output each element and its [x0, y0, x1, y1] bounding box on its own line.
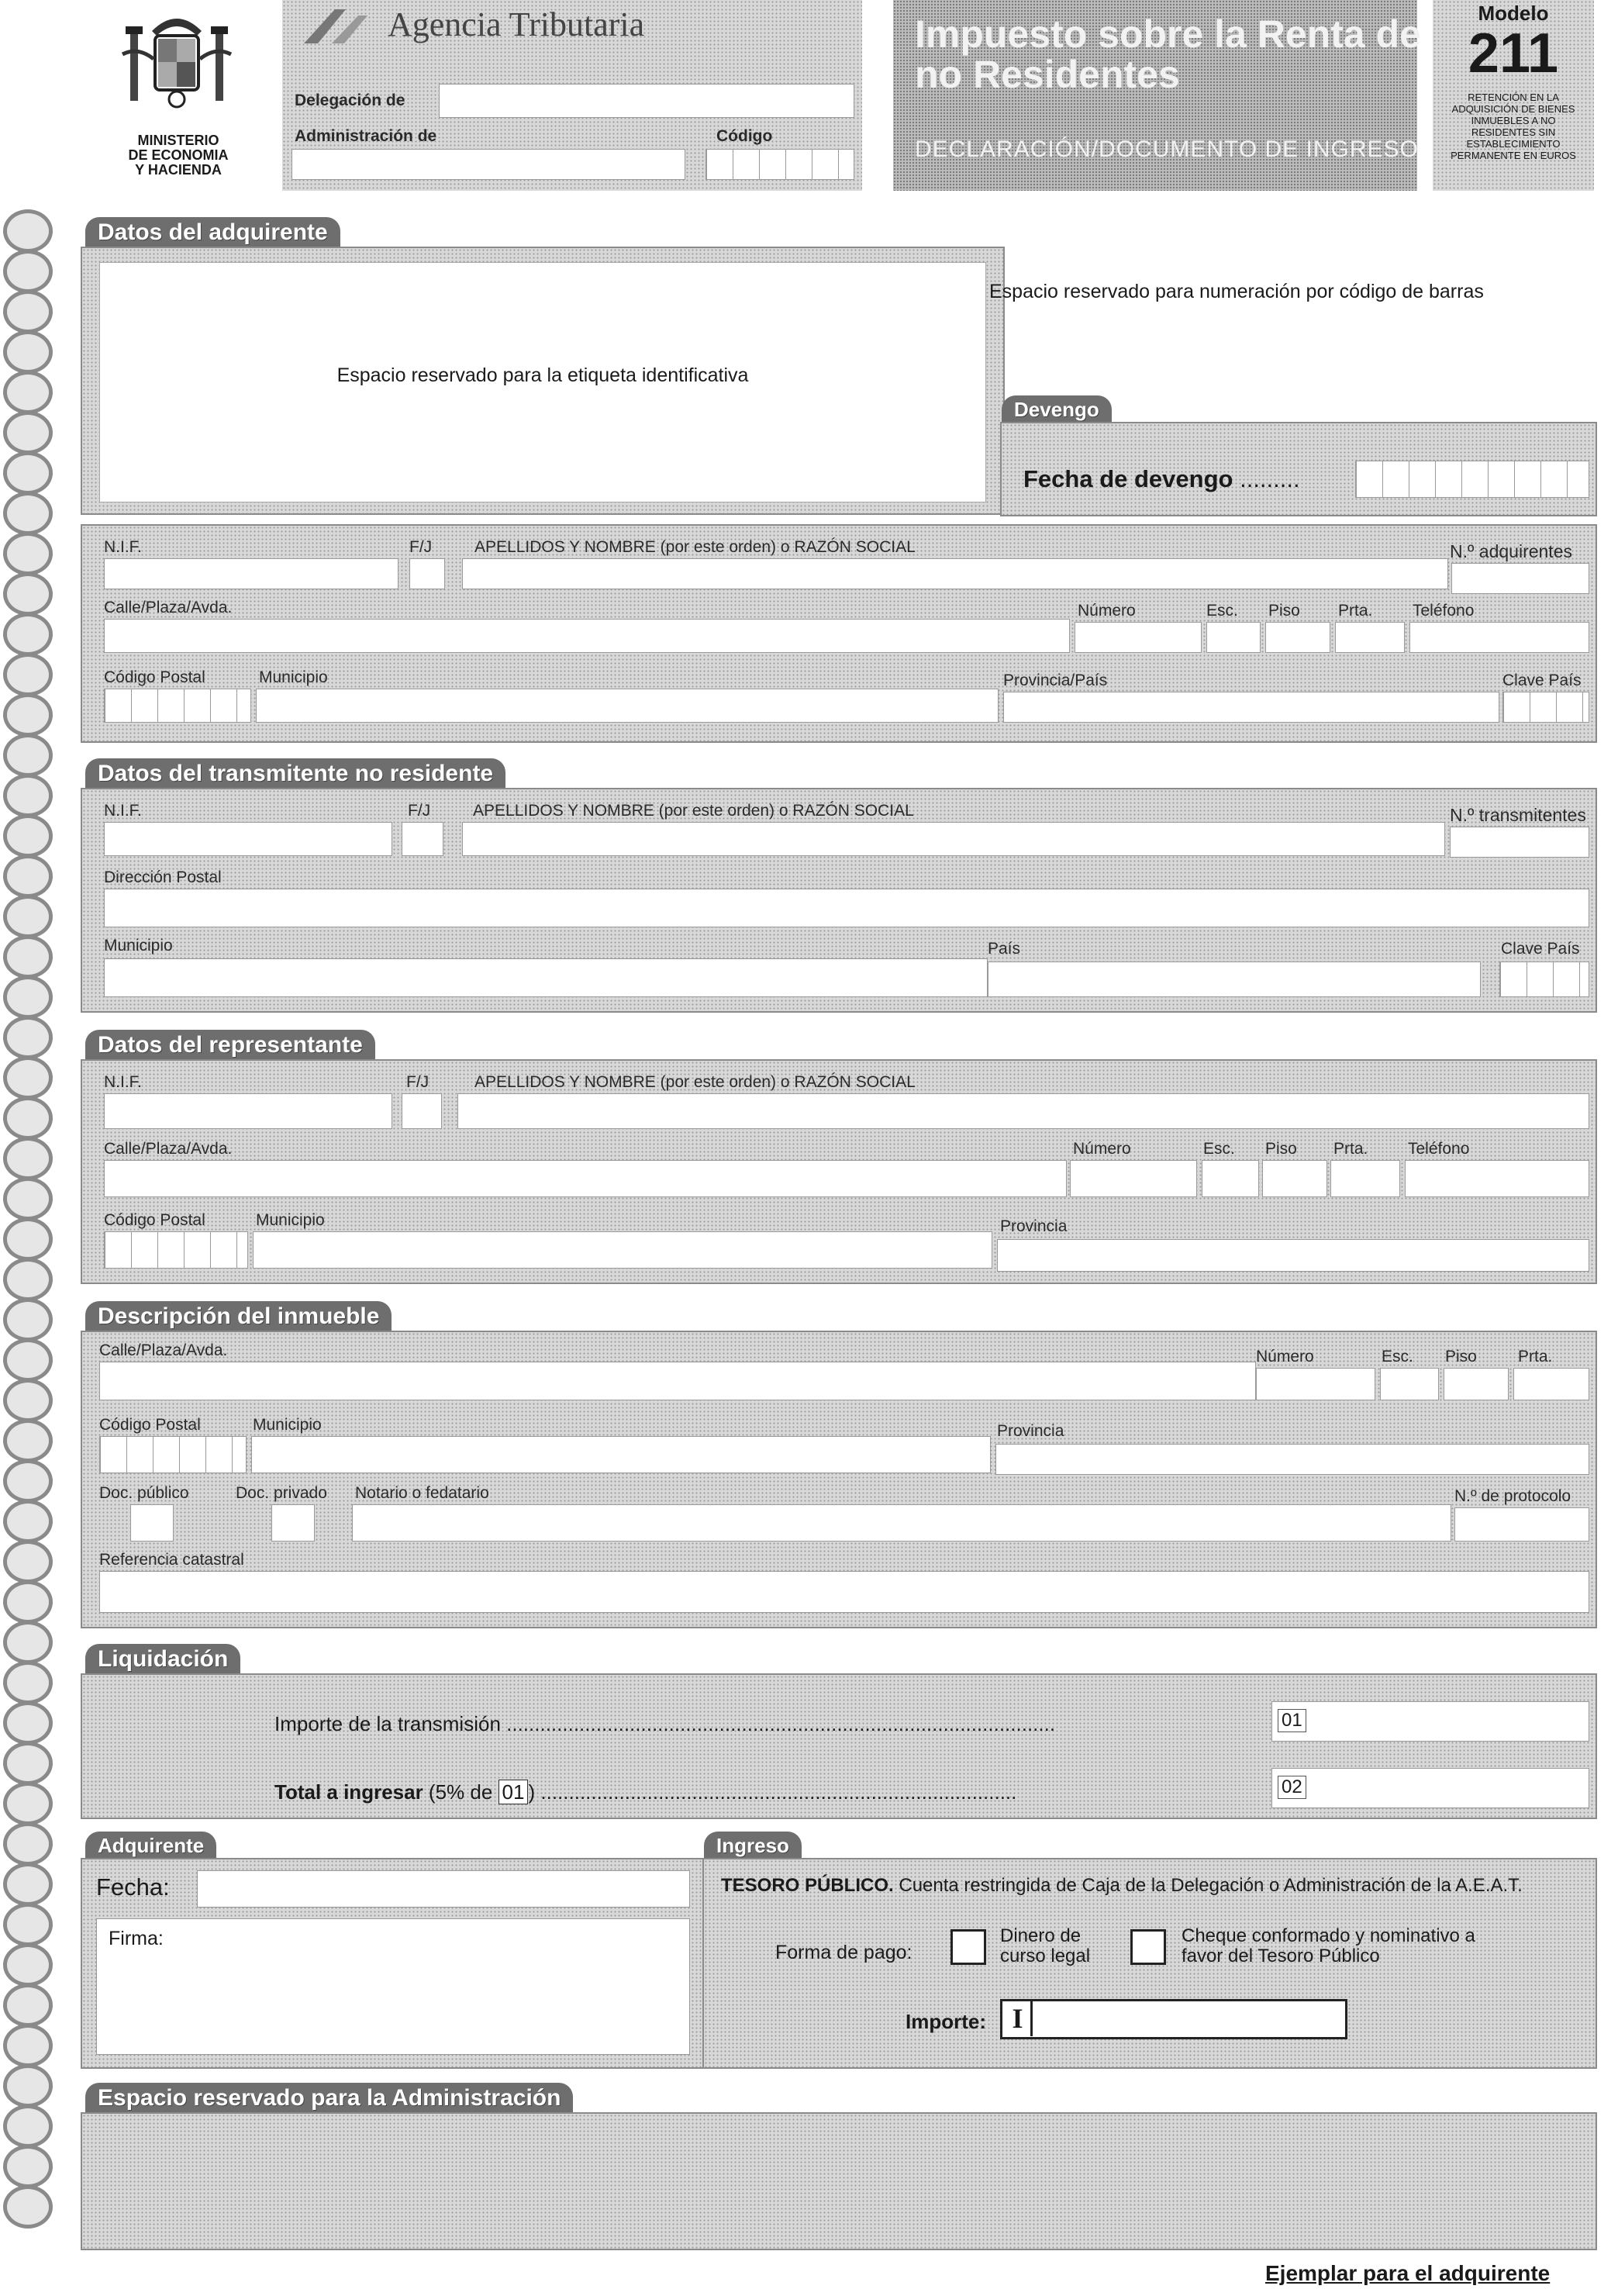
euro-coin-icon — [3, 613, 53, 656]
tesoro-bold: TESORO PÚBLICO. — [721, 1875, 894, 1896]
euro-coin-icon — [3, 1379, 53, 1422]
forma-pago-label: Forma de pago: — [775, 1942, 912, 1963]
euro-coin-icon — [3, 1984, 53, 2027]
nif-label: N.I.F. — [104, 802, 143, 820]
fecha-devengo-field[interactable] — [1355, 461, 1589, 498]
delegacion-field[interactable] — [439, 84, 854, 118]
adquirente-numero-field[interactable] — [1075, 622, 1202, 653]
representante-cp-field[interactable] — [104, 1231, 248, 1269]
doc-publico-checkbox[interactable] — [130, 1504, 174, 1542]
euro-coin-icon — [3, 572, 53, 616]
form-subtitle: DECLARACIÓN/DOCUMENTO DE INGRESO — [915, 136, 1419, 162]
street-label: Calle/Plaza/Avda. — [104, 1140, 233, 1158]
barcode-space-text: Espacio reservado para numeración por código de barras — [989, 281, 1484, 302]
euro-coin-icon — [3, 895, 53, 938]
leader-dots: .................................................................................................. — [506, 1712, 1056, 1735]
euro-coin-icon — [3, 1621, 53, 1664]
representante-street-field[interactable] — [104, 1160, 1067, 1197]
representante-provincia-field[interactable] — [997, 1239, 1589, 1272]
importe-ingreso-label: Importe: — [906, 2010, 986, 2033]
importe-transmision-label — [274, 1712, 1055, 1736]
cp-label: Código Postal — [104, 1211, 205, 1229]
representante-numero-field[interactable] — [1070, 1160, 1197, 1197]
inmueble-street-field[interactable] — [99, 1362, 1256, 1400]
representante-piso-field[interactable] — [1262, 1160, 1327, 1197]
adquirente-esc-field[interactable] — [1206, 622, 1261, 653]
protocolo-field[interactable] — [1454, 1507, 1589, 1542]
euro-coin-icon — [3, 653, 53, 696]
leader-dots: ..................................................................................... — [540, 1780, 1017, 1804]
euro-coin-icon — [3, 1177, 53, 1221]
section-title-ingreso: Ingreso — [704, 1832, 802, 1859]
adquirente-municipio-field[interactable] — [256, 689, 999, 723]
adquirente-piso-field[interactable] — [1265, 622, 1330, 653]
cheque-checkbox[interactable] — [1130, 1929, 1166, 1965]
name-label: APELLIDOS Y NOMBRE (por este orden) o RAZÓN SOCIAL — [473, 802, 914, 820]
provincia-label: Provincia — [1000, 1217, 1068, 1235]
euro-coin-icon — [3, 2145, 53, 2188]
casilla-01: 01 — [1278, 1709, 1306, 1732]
euro-coin-icon — [3, 1742, 53, 1785]
modelo-label: Modelo — [1478, 2, 1549, 25]
euro-coin-icon — [3, 1016, 53, 1059]
catastral-label: Referencia catastral — [99, 1551, 244, 1569]
euro-coin-icon — [3, 1580, 53, 1624]
transmitente-nif-field[interactable] — [104, 822, 392, 856]
option-line: Cheque conformado y nominativo a — [1182, 1925, 1475, 1946]
euro-coin-icon — [3, 451, 53, 495]
esc-label: Esc. — [1203, 1140, 1235, 1158]
fecha-field[interactable] — [197, 1870, 690, 1908]
esc-label: Esc. — [1382, 1348, 1413, 1366]
transmitente-pais-field[interactable] — [988, 962, 1481, 997]
euro-coin-icon — [3, 1258, 53, 1301]
importe-transmision-field[interactable] — [1271, 1701, 1589, 1742]
doc-publico-label: Doc. público — [99, 1484, 189, 1502]
adquirente-telefono-field[interactable] — [1409, 622, 1589, 653]
adquirente-nif-field[interactable] — [104, 558, 398, 589]
form-title-line: Impuesto sobre la Renta de — [915, 12, 1421, 56]
modelo-number: 211 — [1468, 22, 1559, 85]
euro-coin-icon — [3, 1500, 53, 1543]
euro-coin-icon — [3, 734, 53, 777]
delegacion-label: Delegación de — [295, 91, 405, 109]
protocolo-label: N.º de protocolo — [1454, 1487, 1571, 1505]
euro-coin-icon — [3, 330, 53, 374]
doc-privado-checkbox[interactable] — [271, 1504, 315, 1542]
municipio-label: Municipio — [104, 937, 173, 955]
fecha-devengo-label — [1023, 465, 1300, 493]
adquirente-street-field[interactable] — [104, 619, 1070, 653]
fecha-devengo-text: Fecha de devengo — [1023, 465, 1233, 492]
modelo-desc-line: RETENCIÓN EN LA — [1468, 91, 1559, 103]
euro-coin-icon — [3, 1217, 53, 1261]
agency-name: Agencia Tributaria — [388, 5, 645, 43]
provincia-label: Provincia/País — [1003, 672, 1108, 689]
prta-label: Prta. — [1338, 602, 1373, 620]
euro-coin-icon — [3, 693, 53, 737]
euro-coin-icon — [3, 774, 53, 817]
euro-coin-icon — [3, 1298, 53, 1341]
total-ingresar-field[interactable] — [1271, 1768, 1589, 1808]
euro-coin-icon — [3, 935, 53, 979]
codigo-field[interactable] — [706, 149, 854, 180]
notario-label: Notario o fedatario — [355, 1484, 489, 1502]
casilla-ref-01: 01 — [499, 1780, 529, 1804]
modelo-desc-line: ADQUISICIÓN DE BIENES — [1451, 103, 1575, 115]
section-title-transmitente: Datos del transmitente no residente — [85, 758, 505, 789]
euro-coin-icon — [3, 1459, 53, 1503]
transmitente-municipio-field[interactable] — [104, 958, 988, 997]
euro-coin-icon — [3, 975, 53, 1019]
agency-logo-icon — [298, 6, 375, 45]
street-label: Calle/Plaza/Avda. — [99, 1341, 228, 1359]
euro-coin-icon — [3, 1943, 53, 1987]
catastral-field[interactable] — [99, 1571, 1589, 1613]
euro-coin-icon — [3, 492, 53, 535]
nif-label: N.I.F. — [104, 538, 143, 556]
telefono-label: Teléfono — [1408, 1140, 1470, 1158]
euro-coin-icon — [3, 1338, 53, 1382]
ministry-name — [109, 133, 248, 178]
clave-label: Clave País — [1501, 940, 1580, 958]
option-line: favor del Tesoro Público — [1182, 1946, 1380, 1966]
section-title-representante: Datos del representante — [85, 1030, 375, 1061]
total-ingresar-percent: (5% de — [428, 1780, 493, 1804]
piso-label: Piso — [1445, 1348, 1477, 1366]
euro-coin-icon — [3, 2104, 53, 2148]
form-title-line: no Residentes — [915, 53, 1180, 96]
numero-label: Número — [1078, 602, 1136, 620]
importe-prefix: I — [1005, 2001, 1033, 2036]
municipio-label: Municipio — [253, 1416, 322, 1434]
euro-coin-icon — [3, 2064, 53, 2108]
fj-label: F/J — [409, 538, 433, 556]
representante-prta-field[interactable] — [1330, 1160, 1400, 1197]
dinero-checkbox[interactable] — [950, 1929, 986, 1965]
name-label: APELLIDOS Y NOMBRE (por este orden) o RAZÓN SOCIAL — [474, 1073, 916, 1091]
modelo-description — [1433, 91, 1594, 161]
esc-label: Esc. — [1206, 602, 1238, 620]
administracion-label: Administración de — [295, 127, 437, 145]
provincia-label: Provincia — [997, 1422, 1064, 1440]
section-title-admin: Espacio reservado para la Administración — [85, 2083, 573, 2114]
casilla-02: 02 — [1278, 1776, 1306, 1799]
modelo-desc-line: RESIDENTES SIN — [1471, 126, 1556, 138]
representante-esc-field[interactable] — [1202, 1160, 1259, 1197]
municipio-label: Municipio — [259, 668, 328, 686]
adquirente-count-field[interactable] — [1451, 563, 1589, 594]
decorative-euro-rail — [0, 209, 62, 2233]
transmitente-count-field[interactable] — [1450, 827, 1589, 858]
fj-label: F/J — [408, 802, 431, 820]
adquirente-name-field[interactable] — [462, 558, 1448, 589]
inmueble-prta-field[interactable] — [1513, 1368, 1589, 1400]
total-ingresar-label — [274, 1780, 1016, 1804]
inmueble-provincia-field[interactable] — [995, 1444, 1589, 1475]
tesoro-desc: Cuenta restringida de Caja de la Delegación o Administración de la A.E.A.T. — [899, 1875, 1523, 1896]
option-line: curso legal — [1000, 1946, 1091, 1966]
municipio-label: Municipio — [256, 1211, 325, 1229]
inmueble-numero-field[interactable] — [1256, 1368, 1375, 1400]
euro-coin-icon — [3, 2185, 53, 2229]
euro-coin-icon — [3, 1822, 53, 1866]
euro-coin-icon — [3, 1137, 53, 1180]
euro-coin-icon — [3, 250, 53, 293]
clave-label: Clave País — [1502, 672, 1582, 689]
representante-fj-field[interactable] — [402, 1093, 442, 1129]
adquirente-prta-field[interactable] — [1335, 622, 1405, 653]
piso-label: Piso — [1265, 1140, 1297, 1158]
fecha-label: Fecha: — [96, 1873, 170, 1901]
euro-coin-icon — [3, 1661, 53, 1704]
pais-label: País — [988, 940, 1021, 958]
euro-coin-icon — [3, 1540, 53, 1583]
doc-privado-label: Doc. privado — [236, 1484, 327, 1502]
representante-name-field[interactable] — [457, 1093, 1589, 1129]
prta-label: Prta. — [1518, 1348, 1553, 1366]
name-label: APELLIDOS Y NOMBRE (por este orden) o RAZÓN SOCIAL — [474, 538, 916, 556]
euro-coin-icon — [3, 411, 53, 454]
direccion-label: Dirección Postal — [104, 868, 222, 886]
representante-municipio-field[interactable] — [253, 1231, 992, 1269]
modelo-desc-line: ESTABLECIMIENTO — [1466, 138, 1561, 150]
euro-coin-icon — [3, 1782, 53, 1825]
euro-coin-icon — [3, 532, 53, 575]
adquirente-fj-field[interactable] — [409, 558, 445, 589]
total-ingresar-paren-close: ) — [528, 1780, 536, 1804]
inmueble-piso-field[interactable] — [1444, 1368, 1509, 1400]
euro-coin-icon — [3, 1903, 53, 1946]
prta-label: Prta. — [1333, 1140, 1368, 1158]
euro-coin-icon — [3, 1701, 53, 1745]
euro-coin-icon — [3, 371, 53, 414]
representante-telefono-field[interactable] — [1405, 1160, 1589, 1197]
fj-label: F/J — [406, 1073, 430, 1091]
cheque-option-label — [1182, 1926, 1475, 1966]
dinero-option-label — [1000, 1926, 1090, 1966]
modelo-desc-line: INMUEBLES A NO — [1471, 115, 1556, 126]
transmitente-direccion-field[interactable] — [104, 889, 1589, 927]
importe-ingreso-field[interactable] — [1000, 1999, 1347, 2039]
euro-coin-icon — [3, 1096, 53, 1140]
count-label: N.º adquirentes — [1450, 541, 1572, 561]
ministry-line: Y HACIENDA — [135, 162, 222, 178]
euro-coin-icon — [3, 209, 53, 253]
copy-label: Ejemplar para el adquirente — [1265, 2261, 1551, 2285]
numero-label: Número — [1256, 1348, 1314, 1366]
euro-coin-icon — [3, 290, 53, 333]
adquirente-provincia-field[interactable] — [1003, 692, 1499, 723]
telefono-label: Teléfono — [1413, 602, 1475, 620]
section-title-inmueble: Descripción del inmueble — [85, 1301, 392, 1332]
numero-label: Número — [1073, 1140, 1131, 1158]
tesoro-text — [721, 1875, 1523, 1897]
inmueble-municipio-field[interactable] — [251, 1436, 991, 1473]
administracion-field[interactable] — [292, 149, 685, 180]
modelo-desc-line: PERMANENTE EN EUROS — [1451, 150, 1576, 161]
cp-label: Código Postal — [99, 1416, 201, 1434]
cp-label: Código Postal — [104, 668, 205, 686]
count-label: N.º transmitentes — [1450, 805, 1586, 825]
section-title-devengo: Devengo — [1002, 395, 1112, 423]
adquirente-cp-field[interactable] — [104, 689, 251, 723]
total-ingresar-text: Total a ingresar — [274, 1780, 423, 1804]
ministry-line: DE ECONOMIA — [128, 147, 229, 163]
nif-label: N.I.F. — [104, 1073, 143, 1091]
section-title-firma: Adquirente — [85, 1832, 216, 1859]
firma-field[interactable] — [96, 1918, 690, 2055]
piso-label: Piso — [1268, 602, 1300, 620]
leader-dots: ......... — [1240, 465, 1300, 492]
euro-coin-icon — [3, 2024, 53, 2067]
euro-coin-icon — [3, 814, 53, 858]
firma-label: Firma: — [109, 1928, 164, 1949]
representante-nif-field[interactable] — [104, 1093, 392, 1129]
section-title-liquidacion: Liquidación — [85, 1644, 240, 1675]
notario-field[interactable] — [352, 1504, 1451, 1542]
inmueble-cp-field[interactable] — [99, 1436, 247, 1473]
admin-reserved-panel — [81, 2112, 1597, 2250]
street-label: Calle/Plaza/Avda. — [104, 599, 233, 616]
importe-transmision-text: Importe de la transmisión — [274, 1712, 501, 1735]
adquirente-clave-field[interactable] — [1502, 692, 1589, 723]
codigo-label: Código — [716, 127, 773, 145]
inmueble-esc-field[interactable] — [1380, 1368, 1439, 1400]
transmitente-name-field[interactable] — [462, 822, 1445, 856]
euro-coin-icon — [3, 1419, 53, 1462]
coat-of-arms-logo — [107, 0, 247, 124]
form-title — [915, 14, 1421, 95]
ministry-line: MINISTERIO — [137, 133, 219, 148]
label-space-text: Espacio reservado para la etiqueta identificativa — [336, 364, 749, 386]
transmitente-clave-field[interactable] — [1499, 962, 1589, 997]
section-title-adquirente: Datos del adquirente — [85, 217, 340, 248]
option-line: Dinero de — [1000, 1925, 1082, 1946]
euro-coin-icon — [3, 1863, 53, 1906]
euro-coin-icon — [3, 855, 53, 898]
transmitente-fj-field[interactable] — [402, 822, 443, 856]
euro-coin-icon — [3, 1056, 53, 1100]
